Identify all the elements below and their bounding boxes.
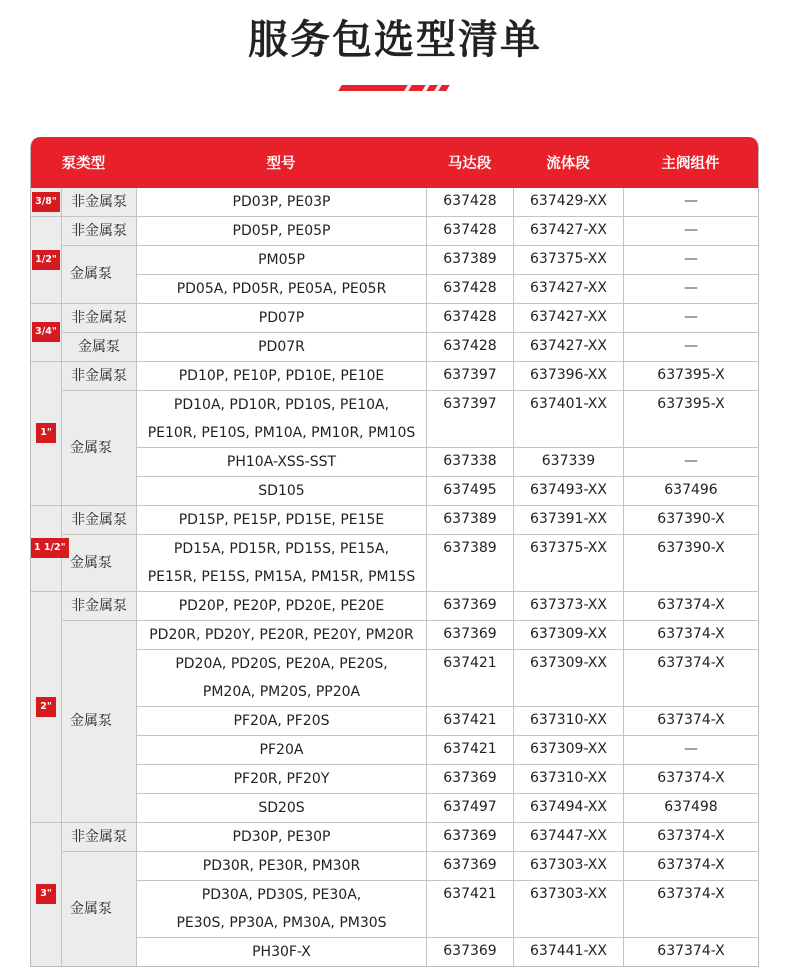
fluid-cell: 637375-XX: [513, 534, 623, 591]
size-cell: [31, 822, 61, 966]
motor-cell: 637389: [426, 534, 513, 591]
model-cell: PD30P, PE30P: [136, 822, 426, 851]
fluid-cell: 637309-XX: [513, 735, 623, 764]
motor-cell: 637397: [426, 361, 513, 390]
model-cell: PE30S, PP30A, PM30A, PM30S: [136, 909, 426, 937]
header-motor-section: 马达段: [426, 137, 513, 188]
motor-cell: 637428: [426, 332, 513, 361]
valve-cell: 637374-X: [623, 937, 758, 966]
pump-type-cell: 非金属泵: [61, 591, 136, 620]
motor-cell: 637421: [426, 880, 513, 937]
size-cell: [31, 303, 61, 361]
size-cell: [31, 505, 66, 591]
table-row: [31, 361, 758, 390]
valve-cell: 637374-X: [623, 706, 758, 735]
fluid-cell: 637310-XX: [513, 706, 623, 735]
model-cell: PE15R, PE15S, PM15A, PM15R, PM15S: [136, 563, 426, 591]
model-cell: PF20A: [136, 735, 426, 764]
pump-type-cell: 非金属泵: [61, 822, 136, 851]
fluid-cell: 637309-XX: [513, 620, 623, 649]
motor-cell: 637397: [426, 390, 513, 447]
valve-cell: 637395-X: [623, 390, 758, 447]
motor-cell: 637338: [426, 447, 513, 476]
motor-cell: 637495: [426, 476, 513, 505]
motor-cell: 637428: [426, 303, 513, 332]
table-row: [31, 735, 758, 764]
model-cell: PD10A, PD10R, PD10S, PE10A,: [136, 390, 426, 419]
fluid-cell: 637441-XX: [513, 937, 623, 966]
valve-cell: 637374-X: [623, 620, 758, 649]
valve-cell: —: [623, 447, 758, 476]
pump-type-cell: 金属泵: [61, 620, 136, 822]
fluid-cell: 637339: [513, 447, 623, 476]
table-row: [31, 216, 758, 245]
model-cell: PD03P, PE03P: [136, 188, 426, 216]
model-cell: PD15P, PE15P, PD15E, PE15E: [136, 505, 426, 534]
size-badge: 3/4": [32, 322, 60, 342]
valve-cell: 637374-X: [623, 591, 758, 620]
table-row: [31, 880, 758, 909]
valve-cell: 637374-X: [623, 851, 758, 880]
size-badge: 1/2": [32, 250, 60, 270]
model-cell: PD20P, PE20P, PD20E, PE20E: [136, 591, 426, 620]
valve-cell: 637395-X: [623, 361, 758, 390]
pump-type-cell: 非金属泵: [61, 361, 136, 390]
size-badge: 3": [36, 884, 56, 904]
motor-cell: 637369: [426, 764, 513, 793]
header-model: 型号: [136, 137, 426, 188]
title-underline-decoration: [338, 85, 452, 91]
table-row: [31, 620, 758, 649]
size-cell: [31, 188, 61, 216]
motor-cell: 637389: [426, 245, 513, 274]
motor-cell: 637369: [426, 851, 513, 880]
valve-cell: —: [623, 332, 758, 361]
table-row: [31, 937, 758, 966]
model-cell: PM05P: [136, 245, 426, 274]
motor-cell: 637421: [426, 649, 513, 706]
pump-type-cell: 金属泵: [61, 245, 136, 303]
model-cell: PD30A, PD30S, PE30A,: [136, 880, 426, 909]
valve-cell: —: [623, 188, 758, 216]
size-badge: 1": [36, 423, 56, 443]
pump-type-cell: 非金属泵: [61, 216, 136, 245]
valve-cell: 637390-X: [623, 505, 758, 534]
fluid-cell: 637391-XX: [513, 505, 623, 534]
model-cell: PE10R, PE10S, PM10A, PM10R, PM10S: [136, 419, 426, 447]
table-row: [31, 793, 758, 822]
model-cell: PD07P: [136, 303, 426, 332]
motor-cell: 637428: [426, 188, 513, 216]
motor-cell: 637421: [426, 735, 513, 764]
valve-cell: 637496: [623, 476, 758, 505]
fluid-cell: 637493-XX: [513, 476, 623, 505]
fluid-cell: 637447-XX: [513, 822, 623, 851]
size-badge: 2": [36, 697, 56, 717]
fluid-cell: 637427-XX: [513, 332, 623, 361]
model-cell: PD15A, PD15R, PD15S, PE15A,: [136, 534, 426, 563]
header-fluid-section: 流体段: [513, 137, 623, 188]
model-cell: PF20A, PF20S: [136, 706, 426, 735]
table-row: [31, 534, 758, 563]
model-cell: PH30F-X: [136, 937, 426, 966]
table-row: [31, 390, 758, 419]
model-cell: PF20R, PF20Y: [136, 764, 426, 793]
motor-cell: 637369: [426, 620, 513, 649]
table-row: [31, 851, 758, 880]
motor-cell: 637369: [426, 822, 513, 851]
model-cell: SD20S: [136, 793, 426, 822]
valve-cell: —: [623, 274, 758, 303]
table-row: [31, 303, 758, 332]
fluid-cell: 637309-XX: [513, 649, 623, 706]
model-cell: PD10P, PE10P, PD10E, PE10E: [136, 361, 426, 390]
model-cell: PD20R, PD20Y, PE20R, PE20Y, PM20R: [136, 620, 426, 649]
fluid-cell: 637303-XX: [513, 880, 623, 937]
fluid-cell: 637375-XX: [513, 245, 623, 274]
pump-type-cell: 非金属泵: [61, 188, 136, 216]
table-header-row: [31, 137, 758, 188]
motor-cell: 637428: [426, 216, 513, 245]
model-cell: PD07R: [136, 332, 426, 361]
pump-type-cell: 金属泵: [61, 851, 136, 966]
pump-type-cell: 金属泵: [61, 332, 136, 361]
service-kit-selection-table: [30, 137, 759, 967]
pump-type-cell: 金属泵: [61, 534, 136, 591]
valve-cell: —: [623, 303, 758, 332]
fluid-cell: 637427-XX: [513, 303, 623, 332]
model-cell: PD05P, PE05P: [136, 216, 426, 245]
model-cell: PD05A, PD05R, PE05A, PE05R: [136, 274, 426, 303]
motor-cell: 637428: [426, 274, 513, 303]
fluid-cell: 637310-XX: [513, 764, 623, 793]
motor-cell: 637421: [426, 706, 513, 735]
size-cell: [31, 361, 61, 505]
table-row: [31, 332, 758, 361]
size-cell: [31, 216, 61, 303]
fluid-cell: 637401-XX: [513, 390, 623, 447]
valve-cell: 637374-X: [623, 764, 758, 793]
fluid-cell: 637396-XX: [513, 361, 623, 390]
table-row: [31, 649, 758, 678]
fluid-cell: 637303-XX: [513, 851, 623, 880]
table-row: [31, 505, 758, 534]
header-main-valve: 主阀组件: [623, 137, 758, 188]
motor-cell: 637369: [426, 937, 513, 966]
pump-type-cell: 非金属泵: [61, 505, 136, 534]
table-row: [31, 764, 758, 793]
fluid-cell: 637494-XX: [513, 793, 623, 822]
valve-cell: 637390-X: [623, 534, 758, 591]
table-row: [31, 822, 758, 851]
size-badge: 3/8": [32, 192, 60, 212]
table-row: [31, 591, 758, 620]
valve-cell: 637498: [623, 793, 758, 822]
model-cell: SD105: [136, 476, 426, 505]
header-pump-type: 泵类型: [31, 137, 136, 188]
table-row: [31, 274, 758, 303]
motor-cell: 637389: [426, 505, 513, 534]
table-row: [31, 245, 758, 274]
model-cell: PD30R, PE30R, PM30R: [136, 851, 426, 880]
size-badge: 1 1/2": [31, 538, 69, 558]
model-cell: PM20A, PM20S, PP20A: [136, 678, 426, 706]
valve-cell: —: [623, 245, 758, 274]
fluid-cell: 637373-XX: [513, 591, 623, 620]
fluid-cell: 637427-XX: [513, 216, 623, 245]
valve-cell: 637374-X: [623, 880, 758, 937]
valve-cell: —: [623, 216, 758, 245]
pump-type-cell: 非金属泵: [61, 303, 136, 332]
motor-cell: 637497: [426, 793, 513, 822]
valve-cell: 637374-X: [623, 649, 758, 706]
model-cell: PD20A, PD20S, PE20A, PE20S,: [136, 649, 426, 678]
page-title: 服务包选型清单: [248, 17, 542, 63]
pump-type-cell: 金属泵: [61, 390, 136, 505]
motor-cell: 637369: [426, 591, 513, 620]
valve-cell: —: [623, 735, 758, 764]
valve-cell: 637374-X: [623, 822, 758, 851]
table-row: [31, 706, 758, 735]
table-row: [31, 447, 758, 476]
fluid-cell: 637427-XX: [513, 274, 623, 303]
table-row: [31, 188, 758, 216]
table-row: [31, 476, 758, 505]
fluid-cell: 637429-XX: [513, 188, 623, 216]
size-cell: [31, 591, 61, 822]
model-cell: PH10A-XSS-SST: [136, 447, 426, 476]
